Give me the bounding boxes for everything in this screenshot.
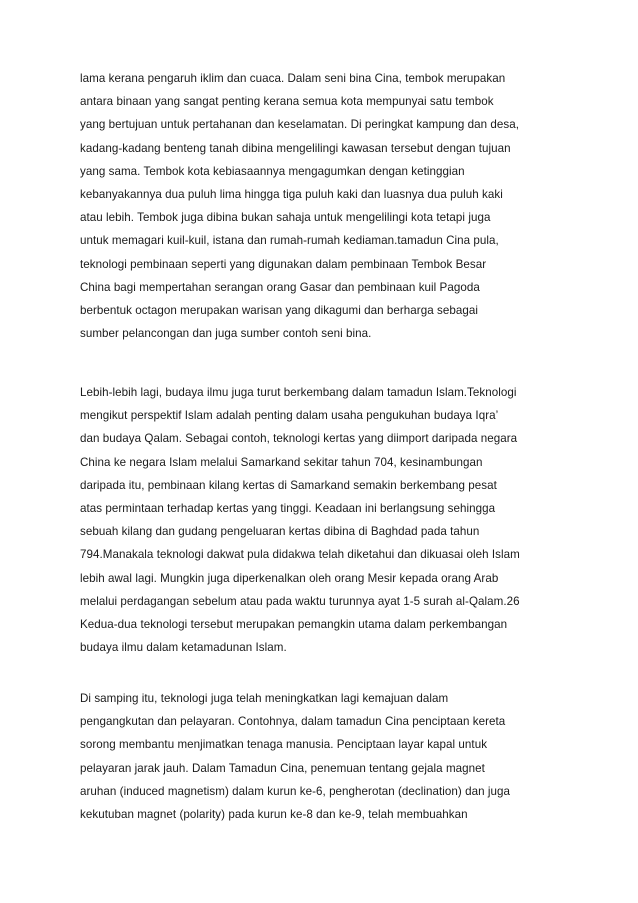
- text-line: sumber pelancongan dan juga sumber contoh seni bina.: [80, 327, 372, 341]
- text-line: teknologi pembinaan seperti yang digunakan dalam pembinaan Tembok Besar: [80, 257, 487, 271]
- text-line: sorong membantu menjimatkan tenaga manusia. Penciptaan layar kapal untuk: [80, 738, 488, 752]
- text-line: Lebih-lebih lagi, budaya ilmu juga turut berkembang dalam tamadun Islam.Teknologi: [80, 386, 517, 399]
- text-line: Kedua-dua teknologi tersebut merupakan pemangkin utama dalam perkembangan: [80, 617, 508, 631]
- text-line: 794.Manakala teknologi dakwat pula didakwa telah diketahui dan dikuasai oleh Islam: [80, 548, 520, 562]
- text-line: berbentuk octagon merupakan warisan yang dikagumi dan berharga sebagai: [80, 303, 478, 317]
- text-line: daripada itu, pembinaan kilang kertas di Samarkand semakin berkembang pesat: [80, 478, 497, 492]
- text-line: kekutuban magnet (polarity) pada kurun ke-8 dan ke-9, telah membuahkan: [80, 807, 468, 821]
- paragraph-islamic-knowledge: [80, 381, 600, 659]
- text-line: China bagi mempertahan serangan orang Gasar dan pembinaan kuil Pagoda: [80, 280, 480, 294]
- text-line: Di samping itu, teknologi juga telah meningkatkan lagi kemajuan dalam: [80, 692, 449, 705]
- text-line: kebanyakannya dua puluh lima hingga tiga puluh kaki dan luasnya dua puluh kaki: [80, 187, 503, 201]
- text-line: atau lebih. Tembok juga dibina bukan sahaja untuk mengelilingi kota tetapi juga: [80, 211, 491, 225]
- text-line: kadang-kadang benteng tanah dibina mengelilingi kawasan tersebut dengan tujuan: [80, 141, 511, 155]
- text-line: lama kerana pengaruh iklim dan cuaca. Dalam seni bina Cina, tembok merupakan: [80, 72, 506, 85]
- text-line: yang sama. Tembok kota kebiasaannya mengagumkan dengan ketinggian: [80, 164, 465, 178]
- text-line: melalui perdagangan sebelum atau pada waktu turunnya ayat 1-5 surah al-Qalam.26: [80, 594, 520, 608]
- text-line: yang bertujuan untuk pertahanan dan keselamatan. Di peringkat kampung dan desa,: [80, 118, 520, 132]
- paragraph-transport-navigation: [80, 687, 600, 826]
- text-line: untuk memagari kuil-kuil, istana dan rumah-rumah kediaman.tamadun Cina pula,: [80, 234, 499, 248]
- text-line: budaya ilmu dalam ketamadunan Islam.: [80, 641, 287, 655]
- text-line: antara binaan yang sangat penting kerana semua kota mempunyai satu tembok: [80, 95, 494, 109]
- text-line: dan budaya Qalam. Sebagai contoh, teknologi kertas yang diimport daripada negara: [80, 432, 518, 446]
- text-line: mengikut perspektif Islam adalah penting dalam usaha pengukuhan budaya Iqra’: [80, 409, 499, 423]
- text-line: atas permintaan terhadap kertas yang tinggi. Keadaan ini berlangsung sehingga: [80, 501, 496, 515]
- text-line: pelayaran jarak jauh. Dalam Tamadun Cina, penemuan tentang gejala magnet: [80, 761, 485, 775]
- text-line: pengangkutan dan pelayaran. Contohnya, dalam tamadun Cina penciptaan kereta: [80, 715, 506, 729]
- text-line: lebih awal lagi. Mungkin juga diperkenalkan oleh orang Mesir kepada orang Arab: [80, 571, 499, 585]
- text-line: sebuah kilang dan gudang pengeluaran kertas dibina di Baghdad pada tahun: [80, 525, 480, 539]
- text-line: China ke negara Islam melalui Samarkand sekitar tahun 704, kesinambungan: [80, 455, 483, 469]
- paragraph-chinese-architecture: [80, 67, 600, 345]
- text-line: aruhan (induced magnetism) dalam kurun ke-6, pengherotan (declination) dan juga: [80, 784, 510, 798]
